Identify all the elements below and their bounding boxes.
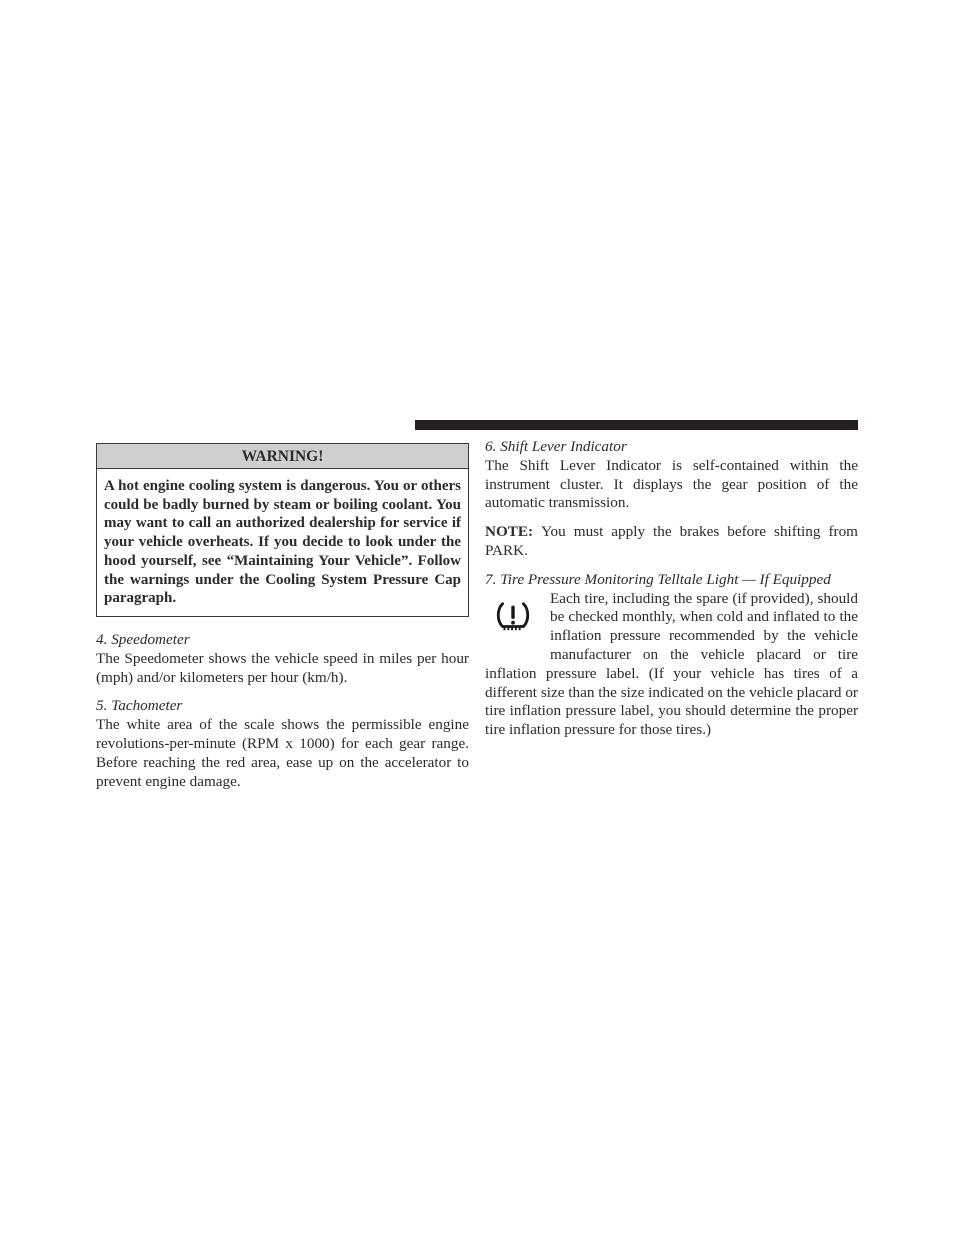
tachometer-heading: 5. Tachometer: [96, 697, 183, 715]
tire-pressure-warning-icon: [485, 594, 541, 650]
shift-lever-heading: 6. Shift Lever Indicator: [485, 438, 627, 455]
warning-title: WARNING!: [97, 444, 468, 469]
header-rule: [415, 420, 858, 430]
note-text: You must apply the brakes before shifting from PARK.: [485, 523, 858, 559]
tpms-text: Each tire, including the spare (if provided), should be checked monthly, when cold and inflated to the inflation pressure recommended by the vehicle manufacturer on the vehicle placard or tire inflation pressure label. (If your vehicle has tires of a different size than the size indicated on the vehicle placard or tire inflation pressure label, you should determine the proper tire inflation pressure for those tires.): [485, 589, 858, 739]
shift-lever-text: The Shift Lever Indicator is self-contained within the instrument cluster. It displays the gear position of the automatic transmission.: [485, 456, 858, 512]
note-label: NOTE:: [485, 523, 534, 541]
speedometer-heading: 4. Speedometer: [96, 630, 190, 648]
speedometer-text: The Speedometer shows the vehicle speed in miles per hour (mph) and/or kilometers per hour (km/h).: [96, 649, 469, 686]
warning-text: A hot engine cooling system is dangerous. You or others could be badly burned by steam or boiling coolant. You may want to call an authorized dealership for service if your vehicle overheats. If you decide to look under the hood yourself, see “Maintaining Your Vehicle”. Follow the warnings under the Cooling System Pressure Cap paragraph.: [104, 478, 461, 607]
warning-box: [96, 443, 469, 617]
note-paragraph: [485, 523, 858, 561]
right-column: [485, 438, 858, 740]
tpms-heading: 7. Tire Pressure Monitoring Telltale Light — If Equipped: [485, 570, 831, 588]
tachometer-text: The white area of the scale shows the permissible engine revolutions-per-minute (RPM x 1000) for each gear range. Before reaching the red area, ease up on the accelerator to prevent engine damage.: [96, 716, 469, 790]
tpms-section: [485, 590, 858, 740]
left-column: [96, 443, 469, 791]
